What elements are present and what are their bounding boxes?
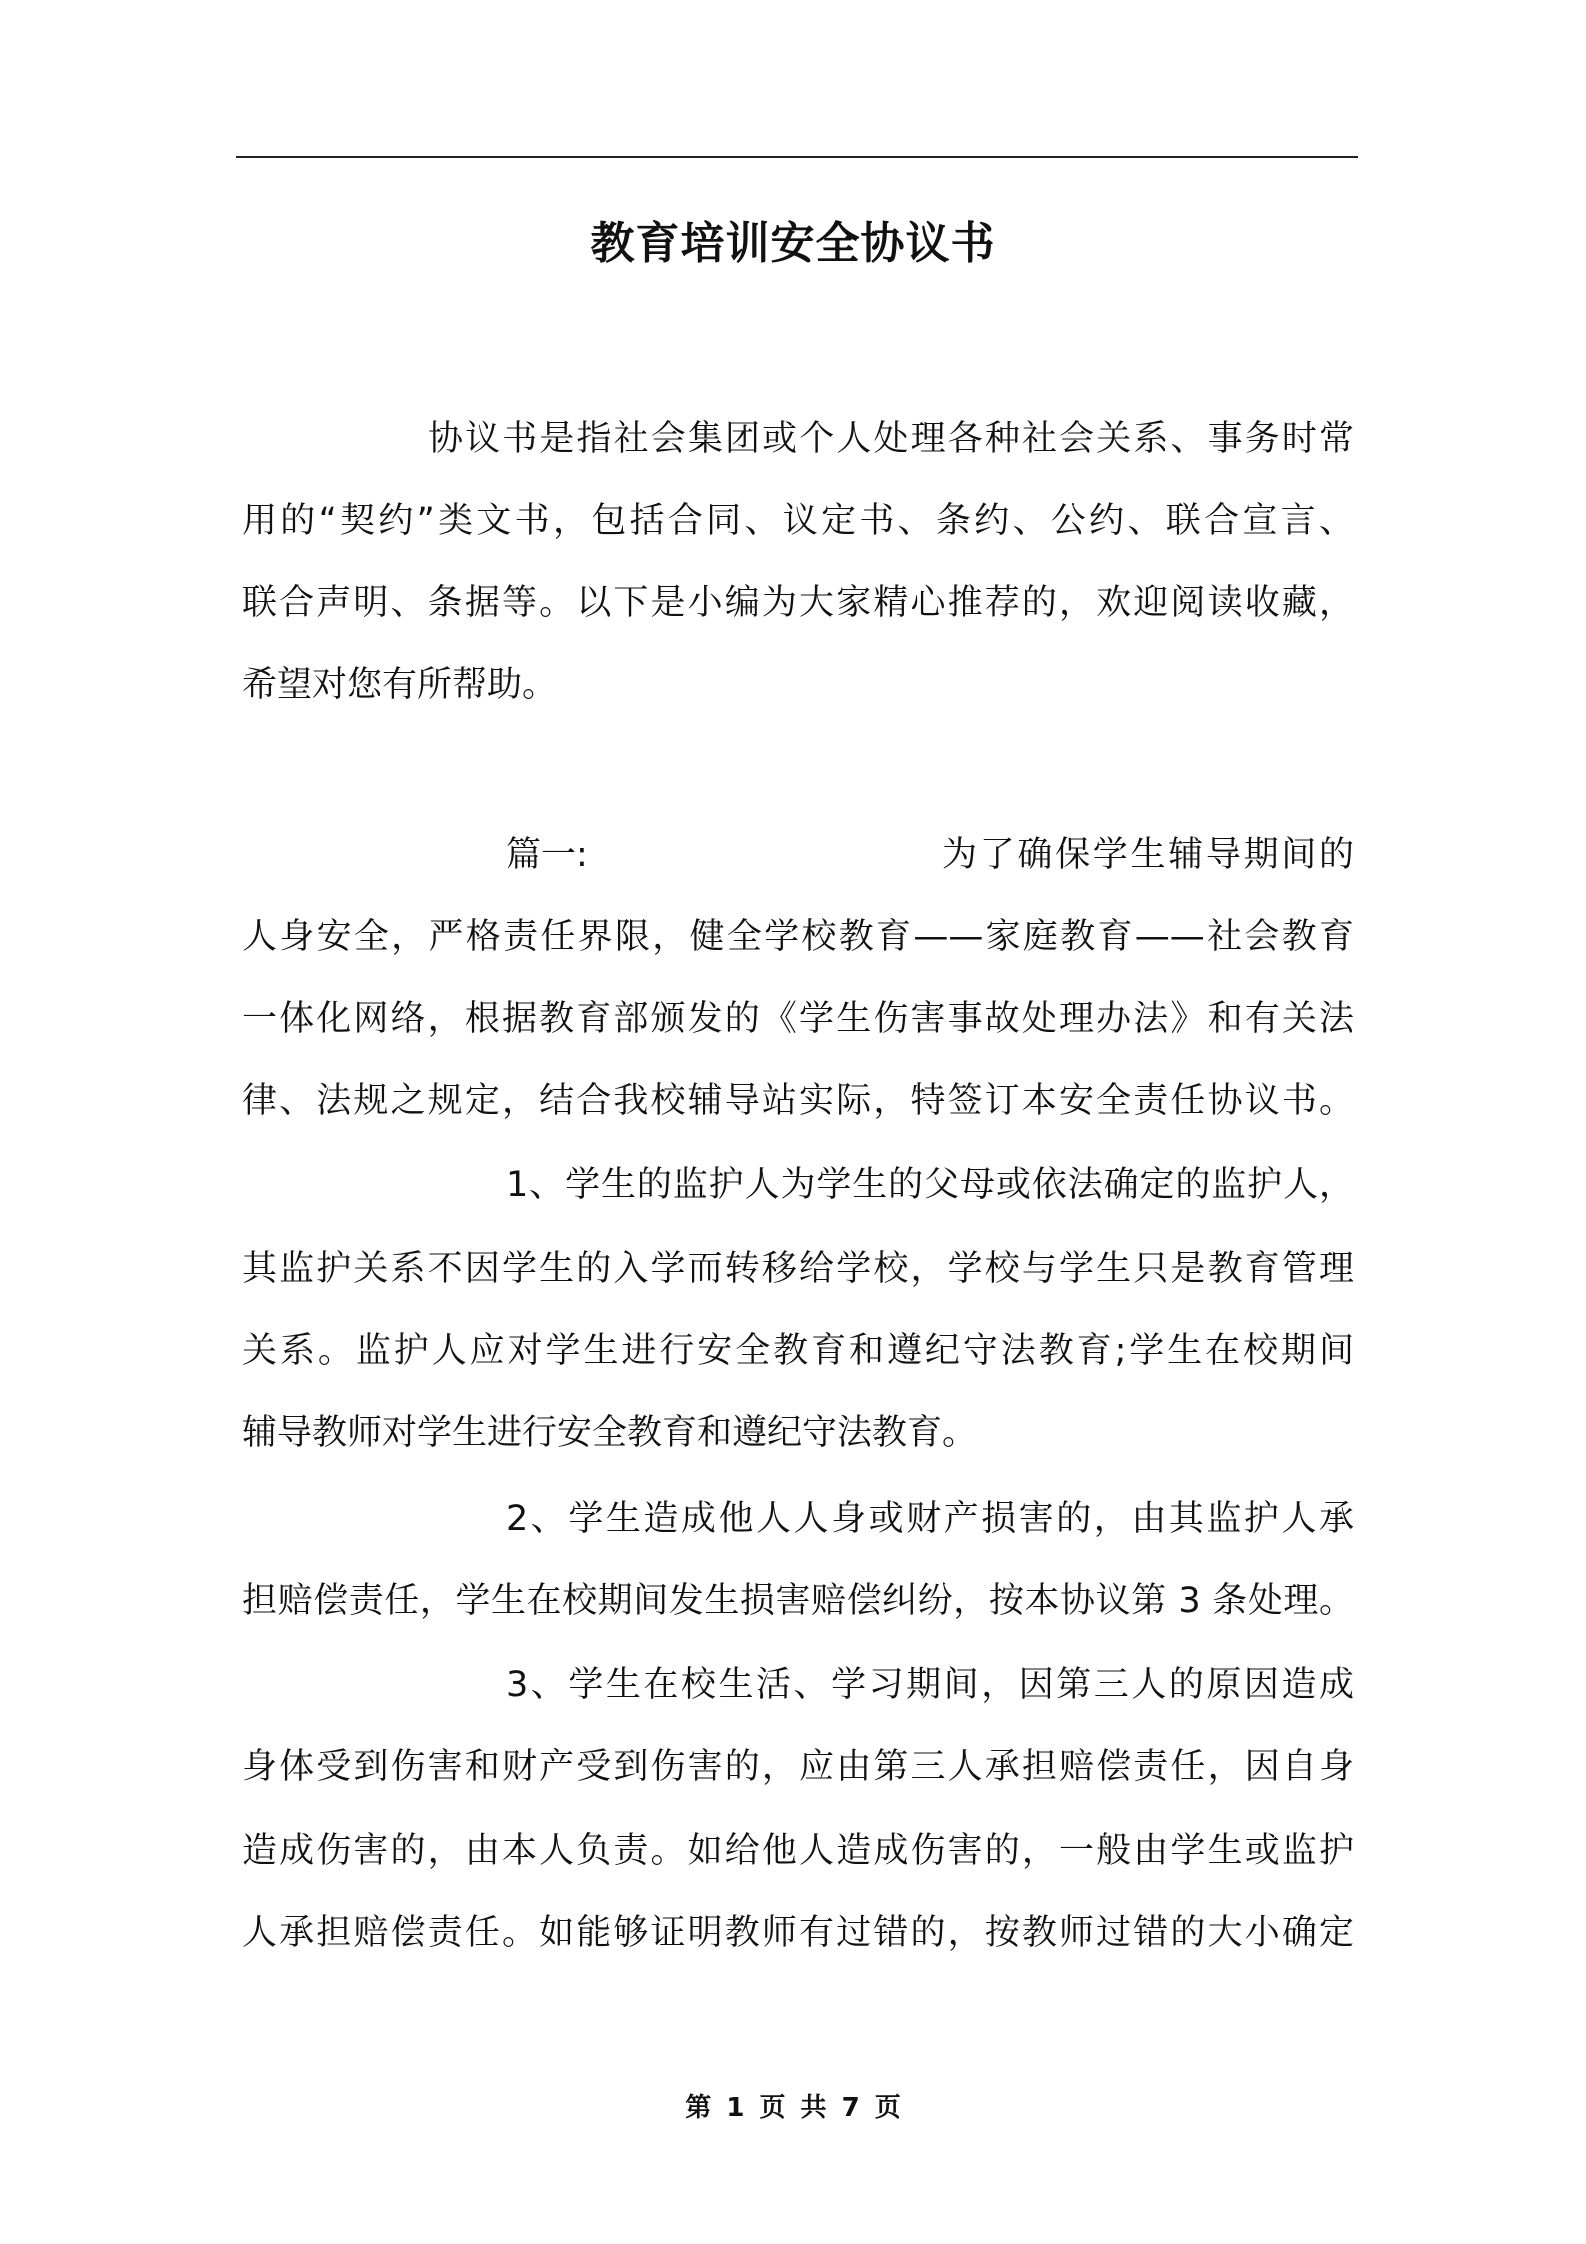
item2-line-1: 2、学生造成他人人身或财产损害的，由其监护人承 xyxy=(506,1499,1354,1539)
intro-line-3: 联合声明、条据等。以下是小编为大家精心推荐的，欢迎阅读收藏， xyxy=(242,583,1354,623)
item1-line-2: 其监护关系不因学生的入学而转移给学校，学校与学生只是教育管理 xyxy=(242,1249,1354,1289)
document-title: 教育培训安全协议书 xyxy=(590,218,996,269)
item1-line-1: 1、学生的监护人为学生的父母或依法确定的监护人， xyxy=(506,1165,1354,1205)
section-line-2: 一体化网络，根据教育部颁发的《学生伤害事故处理办法》和有关法 xyxy=(242,999,1354,1039)
item3-line-1: 3、学生在校生活、学习期间，因第三人的原因造成 xyxy=(506,1665,1354,1705)
intro-line-2: 用的“契约”类文书，包括合同、议定书、条约、公约、联合宣言、 xyxy=(242,501,1354,541)
item3-line-4: 人承担赔偿责任。如能够证明教师有过错的，按教师过错的大小确定 xyxy=(242,1913,1354,1953)
section-line-3: 律、法规之规定，结合我校辅导站实际，特签订本安全责任协议书。 xyxy=(242,1081,1354,1121)
intro-line-1: 协议书是指社会集团或个人处理各种社会关系、事务时常 xyxy=(428,419,1354,459)
header-rule xyxy=(236,156,1358,158)
intro-line-4: 希望对您有所帮助。 xyxy=(242,665,558,705)
item3-line-2: 身体受到伤害和财产受到伤害的，应由第三人承担赔偿责任，因自身 xyxy=(242,1747,1354,1787)
item3-line-3: 造成伤害的，由本人负责。如给他人造成伤害的，一般由学生或监护 xyxy=(242,1831,1354,1871)
item2-line-2: 担赔偿责任，学生在校期间发生损害赔偿纠纷，按本协议第 3 条处理。 xyxy=(242,1581,1354,1621)
page-number-footer: 第 1 页 共 7 页 xyxy=(685,2093,901,2123)
item1-line-4: 辅导教师对学生进行安全教育和遵纪守法教育。 xyxy=(242,1413,978,1453)
section-label: 篇一: xyxy=(506,835,588,875)
section-line-1: 人身安全，严格责任界限，健全学校教育——家庭教育——社会教育 xyxy=(242,917,1354,957)
section-first-line: 为了确保学生辅导期间的 xyxy=(942,835,1354,875)
item1-line-3: 关系。监护人应对学生进行安全教育和遵纪守法教育;学生在校期间 xyxy=(242,1331,1354,1371)
